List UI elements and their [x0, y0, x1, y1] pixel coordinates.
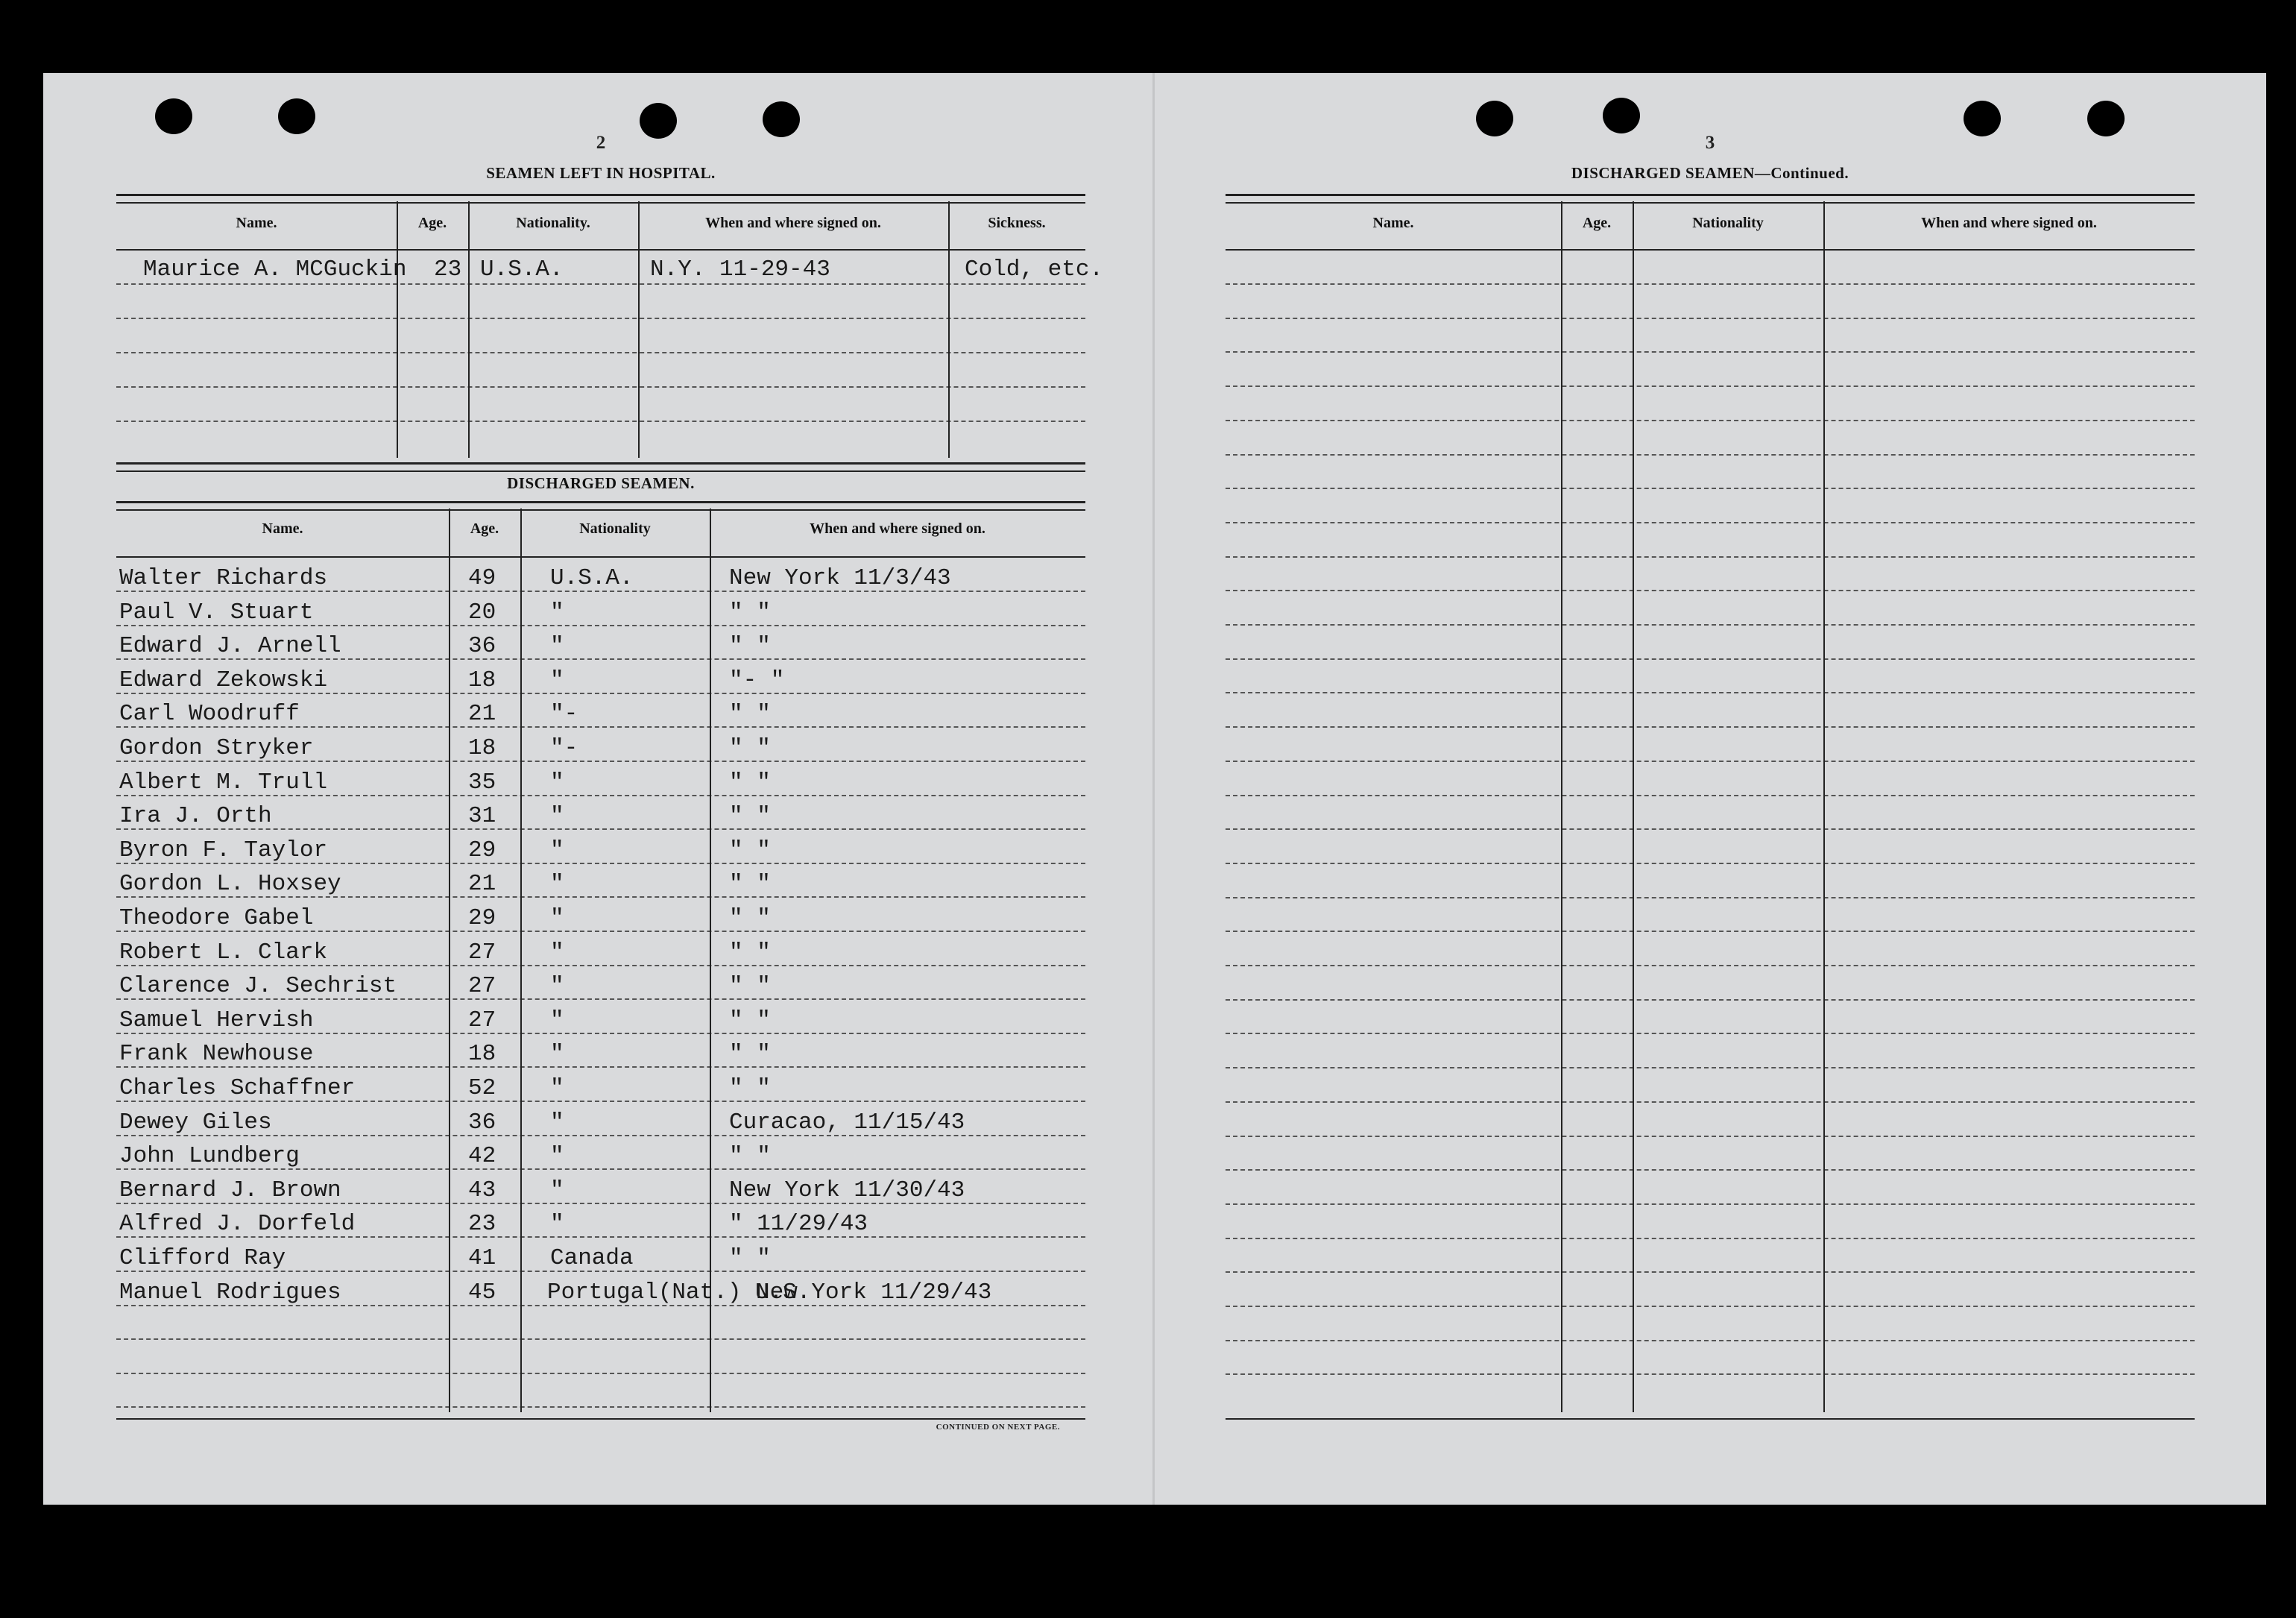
discharged-cell: " " [729, 735, 771, 761]
discharged-cell: New York 11/29/43 [756, 1279, 992, 1306]
discharged-cell: " [550, 1007, 564, 1033]
row-rule [1226, 522, 2195, 523]
hospital-cell: 23 [434, 256, 462, 283]
discharged-cell: 21 [468, 701, 496, 728]
document-sheet [43, 73, 2266, 1505]
discharged-cell: "- [550, 735, 578, 761]
discharged-header-age: Age. [470, 520, 499, 537]
discharged-cell: New York 11/30/43 [729, 1177, 965, 1203]
discharged-cell: 36 [468, 633, 496, 660]
discharged-cell: " [550, 939, 564, 966]
discharged-cell: Edward J. Arnell [119, 633, 341, 660]
discharged-cell: " " [729, 871, 771, 898]
discharged-cell: Canada [550, 1245, 634, 1271]
discharged-cell: " [550, 1143, 564, 1170]
discharged-cell: 21 [468, 871, 496, 898]
column-rule [948, 201, 950, 458]
discharged-cell: Alfred J. Dorfeld [119, 1211, 356, 1238]
double-rule [116, 501, 1085, 511]
discharged-cell: Samuel Hervish [119, 1007, 314, 1033]
discharged-cell: " [550, 633, 564, 660]
discharged-cell: Gordon L. Hoxsey [119, 871, 341, 898]
discharged-cell: Paul V. Stuart [119, 599, 314, 626]
row-rule [1226, 1136, 2195, 1137]
discharged-cell: " [550, 1211, 564, 1238]
row-rule [116, 421, 1085, 422]
discharged-cell: " " [729, 599, 771, 626]
row-rule [1226, 828, 2195, 830]
center-fold [1152, 73, 1155, 1505]
discharged-cell: John Lundberg [119, 1143, 300, 1170]
left-page [116, 73, 1104, 1505]
row-rule [1226, 488, 2195, 489]
hospital-cell: Cold, etc. [965, 256, 1104, 283]
discharged-cell: " " [729, 803, 771, 830]
row-rule [1226, 965, 2195, 966]
discharged-cell: 18 [468, 667, 496, 693]
row-rule [1226, 1067, 2195, 1068]
discharged-cell: " " [729, 1007, 771, 1033]
discharged-cell: " [550, 599, 564, 626]
row-rule [1226, 726, 2195, 728]
discharged-cell: Curacao, 11/15/43 [729, 1109, 965, 1136]
discharged-cell: " " [729, 1143, 771, 1170]
row-rule [1226, 590, 2195, 591]
row-rule [1226, 556, 2195, 558]
row-rule [1226, 1271, 2195, 1273]
column-rule [397, 201, 398, 458]
row-rule [1226, 1238, 2195, 1239]
discharged-cell: New York 11/3/43 [729, 565, 951, 591]
discharged-cell: 18 [468, 1041, 496, 1068]
discharged-cell: Theodore Gabel [119, 905, 314, 931]
hospital-header-name: Name. [236, 215, 277, 231]
header-rule [116, 249, 1085, 251]
row-rule [116, 283, 1085, 285]
right-header-nationality: Nationality [1692, 215, 1764, 231]
row-rule [1226, 1101, 2195, 1103]
discharged-cell: Robert L. Clark [119, 939, 328, 966]
discharged-cell: 35 [468, 769, 496, 796]
row-rule [1226, 385, 2195, 387]
page-number: 2 [596, 133, 606, 153]
row-rule [1226, 454, 2195, 456]
discharged-cell: 45 [468, 1279, 496, 1306]
discharged-cell: Portugal(Nat.) U.S. [547, 1279, 811, 1306]
discharged-cell: 23 [468, 1211, 496, 1238]
hospital-cell: U.S.A. [480, 256, 564, 283]
row-rule [1226, 420, 2195, 421]
discharged-cell: " " [729, 1041, 771, 1068]
row-rule [116, 386, 1085, 388]
discharged-cell: Byron F. Taylor [119, 837, 328, 863]
discharged-cell: 36 [468, 1109, 496, 1136]
row-rule [1226, 692, 2195, 693]
column-rule [638, 201, 640, 458]
column-rule [710, 509, 711, 1412]
discharged-cell: Dewey Giles [119, 1109, 272, 1136]
discharged-cell: 29 [468, 837, 496, 863]
row-rule [1226, 1169, 2195, 1171]
discharged-cell: " [550, 1177, 564, 1203]
hospital-header-nationality: Nationality. [516, 215, 590, 231]
row-rule [1226, 1033, 2195, 1034]
discharged-cell: 31 [468, 803, 496, 830]
discharged-cell: 29 [468, 905, 496, 931]
discharged-continued-title: DISCHARGED SEAMEN—Continued. [1571, 164, 1849, 182]
bottom-rule [1226, 1418, 2195, 1420]
page-number: 3 [1705, 133, 1715, 153]
row-rule [116, 318, 1085, 319]
discharged-section-title: DISCHARGED SEAMEN. [507, 474, 695, 492]
discharged-cell: " " [729, 633, 771, 660]
discharged-cell: U.S.A. [550, 565, 634, 591]
discharged-cell: " [550, 905, 564, 931]
row-rule [1226, 1340, 2195, 1341]
row-rule [1226, 351, 2195, 353]
discharged-cell: Manuel Rodrigues [119, 1279, 341, 1306]
right-page [1226, 73, 2195, 1505]
discharged-cell: 42 [468, 1143, 496, 1170]
row-rule [1226, 931, 2195, 932]
hospital-header-sickness: Sickness. [988, 215, 1046, 231]
discharged-cell: " [550, 973, 564, 1000]
discharged-cell: 27 [468, 1007, 496, 1033]
discharged-cell: Bernard J. Brown [119, 1177, 341, 1203]
right-header-signed-on: When and where signed on. [1921, 215, 2097, 231]
discharged-cell: " [550, 1109, 564, 1136]
discharged-cell: " [550, 1075, 564, 1101]
row-rule [1226, 1203, 2195, 1205]
row-rule [1226, 318, 2195, 319]
discharged-cell: " [550, 1041, 564, 1068]
column-rule [468, 201, 470, 458]
continued-footer: CONTINUED ON NEXT PAGE. [936, 1423, 1060, 1432]
discharged-cell: 43 [468, 1177, 496, 1203]
row-rule [1226, 1306, 2195, 1307]
column-rule [1823, 201, 1825, 1412]
hospital-cell: N.Y. 11-29-43 [650, 256, 830, 283]
discharged-cell: Albert M. Trull [119, 769, 328, 796]
column-rule [1561, 201, 1562, 1412]
header-rule [116, 556, 1085, 558]
discharged-cell: " [550, 769, 564, 796]
row-rule [1226, 897, 2195, 898]
discharged-header-nationality: Nationality [579, 520, 651, 537]
hospital-section-title: SEAMEN LEFT IN HOSPITAL. [486, 164, 716, 182]
row-rule [1226, 1373, 2195, 1375]
column-rule [520, 509, 522, 1412]
discharged-cell: Gordon Stryker [119, 735, 314, 761]
discharged-cell: " " [729, 701, 771, 728]
discharged-cell: " [550, 803, 564, 830]
discharged-cell: " 11/29/43 [729, 1211, 868, 1238]
discharged-cell: 27 [468, 939, 496, 966]
row-rule [1226, 761, 2195, 762]
discharged-cell: " " [729, 837, 771, 863]
discharged-cell: " " [729, 769, 771, 796]
discharged-cell: 49 [468, 565, 496, 591]
discharged-cell: 20 [468, 599, 496, 626]
right-header-age: Age. [1582, 215, 1612, 231]
double-rule [116, 194, 1085, 204]
discharged-cell: Carl Woodruff [119, 701, 300, 728]
discharged-cell: " " [729, 973, 771, 1000]
double-rule [1226, 194, 2195, 204]
row-rule [1226, 658, 2195, 660]
discharged-cell: Frank Newhouse [119, 1041, 314, 1068]
discharged-cell: " " [729, 1245, 771, 1271]
row-rule [1226, 999, 2195, 1001]
row-rule [116, 1406, 1085, 1408]
column-rule [449, 509, 450, 1412]
discharged-cell: " [550, 667, 564, 693]
row-rule [1226, 283, 2195, 285]
discharged-cell: Ira J. Orth [119, 803, 272, 830]
discharged-cell: 41 [468, 1245, 496, 1271]
row-rule [1226, 624, 2195, 626]
hospital-cell: Maurice A. MCGuckin [143, 256, 407, 283]
discharged-cell: Clarence J. Sechrist [119, 973, 397, 1000]
row-rule [116, 352, 1085, 353]
discharged-cell: Edward Zekowski [119, 667, 328, 693]
discharged-cell: " " [729, 939, 771, 966]
discharged-cell: "- " [729, 667, 785, 693]
hospital-header-signed-on: When and where signed on. [705, 215, 881, 231]
header-rule [1226, 249, 2195, 251]
discharged-cell: " " [729, 1075, 771, 1101]
row-rule [116, 1373, 1085, 1374]
discharged-header-name: Name. [262, 520, 303, 537]
bottom-rule [116, 1418, 1085, 1420]
right-header-name: Name. [1372, 215, 1414, 231]
discharged-cell: 18 [468, 735, 496, 761]
discharged-cell: Charles Schaffner [119, 1075, 356, 1101]
row-rule [1226, 863, 2195, 864]
double-rule [116, 462, 1085, 472]
row-rule [116, 1338, 1085, 1340]
discharged-cell: 27 [468, 973, 496, 1000]
discharged-cell: 52 [468, 1075, 496, 1101]
discharged-header-signed-on: When and where signed on. [810, 520, 985, 537]
discharged-cell: Walter Richards [119, 565, 328, 591]
discharged-cell: " [550, 837, 564, 863]
discharged-cell: " " [729, 905, 771, 931]
discharged-cell: "- [550, 701, 578, 728]
column-rule [1633, 201, 1634, 1412]
discharged-cell: Clifford Ray [119, 1245, 286, 1271]
discharged-cell: " [550, 871, 564, 898]
row-rule [1226, 795, 2195, 796]
hospital-header-age: Age. [417, 215, 447, 231]
